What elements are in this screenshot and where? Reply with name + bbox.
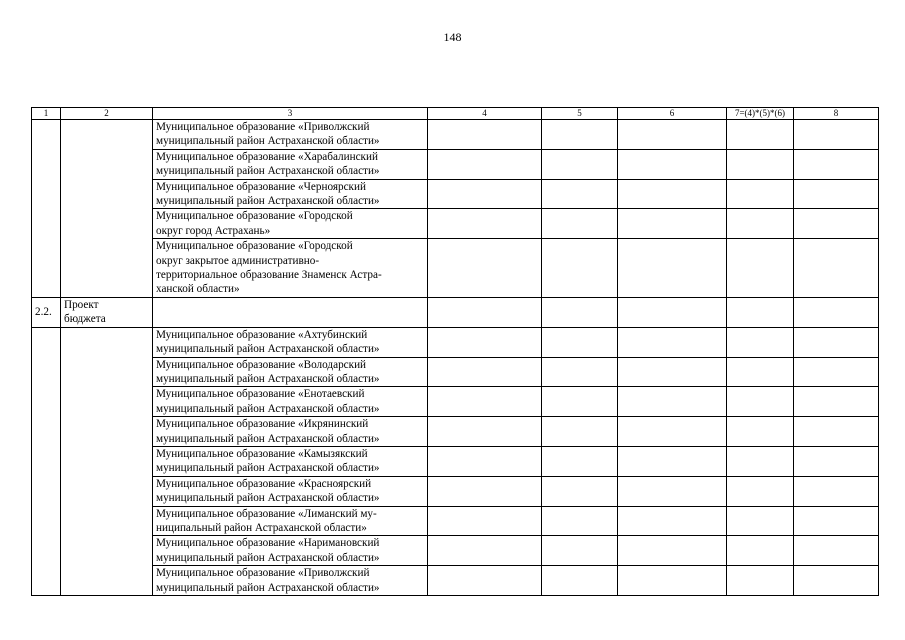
column-header: 2 (61, 108, 153, 120)
empty-cell (428, 327, 542, 357)
empty-cell (542, 357, 618, 387)
empty-cell (542, 566, 618, 596)
empty-cell (428, 120, 542, 150)
empty-cell (32, 327, 61, 595)
table-row (32, 209, 879, 239)
municipality-cell (153, 120, 428, 150)
column-header: 3 (153, 108, 428, 120)
empty-cell (618, 417, 727, 447)
text-line: округ город Астрахань» (156, 224, 271, 237)
table-row (32, 327, 879, 357)
empty-cell (618, 446, 727, 476)
empty-cell (727, 446, 794, 476)
text-line: ниципальный район Астраханской области» (156, 521, 367, 534)
empty-cell (618, 506, 727, 536)
text-line: Муниципальное образование «Красноярский (156, 477, 372, 490)
table-row (32, 179, 879, 209)
empty-cell (153, 297, 428, 327)
empty-cell (794, 387, 879, 417)
text-line: округ закрытое административно- (156, 254, 320, 267)
text-line: Муниципальное образование «Лиманский му- (156, 507, 377, 520)
empty-cell (794, 239, 879, 298)
text-line: территориальное образование Знаменск Астра- (156, 269, 382, 282)
municipality-cell (153, 476, 428, 506)
municipality-cell (153, 446, 428, 476)
text-line: Муниципальное образование «Городской (156, 210, 353, 223)
text-line: Муниципальное образование «Приволжский (156, 121, 370, 133)
text-line: Муниципальное образование «Камызякский (156, 447, 368, 460)
municipality-cell (153, 149, 428, 179)
empty-cell (794, 506, 879, 536)
empty-cell (428, 566, 542, 596)
empty-cell (727, 149, 794, 179)
text-line: Муниципальное образование «Икрянинский (156, 418, 369, 431)
table-row (32, 536, 879, 566)
municipality-cell (153, 387, 428, 417)
text-line: Муниципальное образование «Ахтубинский (156, 328, 368, 341)
empty-cell (32, 120, 61, 298)
empty-cell (542, 149, 618, 179)
text-line: Муниципальное образование «Черноярский (156, 180, 366, 193)
table-row (32, 446, 879, 476)
text-line: муниципальный район Астраханской области» (156, 402, 380, 415)
empty-cell (727, 566, 794, 596)
empty-cell (428, 476, 542, 506)
empty-cell (794, 149, 879, 179)
empty-cell (542, 120, 618, 150)
empty-cell (794, 179, 879, 209)
empty-cell (542, 387, 618, 417)
empty-cell (727, 179, 794, 209)
text-line: муниципальный район Астраханской области» (156, 432, 380, 445)
empty-cell (727, 506, 794, 536)
text-line: муниципальный район Астраханской области» (156, 581, 380, 594)
table-row (32, 566, 879, 596)
empty-cell (618, 179, 727, 209)
text-line: муниципальный район Астраханской области» (156, 551, 380, 564)
text-line: ханской области» (156, 283, 240, 296)
empty-cell (618, 327, 727, 357)
empty-cell (794, 476, 879, 506)
text-line: Муниципальное образование «Харабалинский (156, 150, 378, 163)
empty-cell (727, 297, 794, 327)
budget-table (31, 107, 879, 596)
section-number: 2.2. (32, 297, 61, 327)
page-number: 148 (443, 30, 462, 44)
empty-cell (542, 209, 618, 239)
table-row (32, 239, 879, 298)
empty-cell (542, 179, 618, 209)
empty-cell (542, 536, 618, 566)
municipality-cell (153, 536, 428, 566)
municipality-cell (153, 179, 428, 209)
empty-cell (618, 149, 727, 179)
empty-cell (794, 357, 879, 387)
text-line: муниципальный район Астраханской области» (156, 135, 380, 148)
empty-cell (542, 506, 618, 536)
table-row (32, 506, 879, 536)
column-header: 1 (32, 108, 61, 120)
empty-cell (428, 149, 542, 179)
column-header-row (32, 108, 879, 120)
empty-cell (618, 209, 727, 239)
empty-cell (727, 120, 794, 150)
table-row (32, 387, 879, 417)
text-line: муниципальный район Астраханской области» (156, 195, 380, 208)
section-name (61, 297, 153, 327)
empty-cell (727, 476, 794, 506)
text-line: муниципальный район Астраханской области» (156, 165, 380, 178)
text-line: муниципальный район Астраханской области» (156, 462, 380, 475)
empty-cell (618, 387, 727, 417)
empty-cell (727, 417, 794, 447)
empty-cell (428, 239, 542, 298)
empty-cell (794, 446, 879, 476)
empty-cell (727, 327, 794, 357)
empty-cell (618, 120, 727, 150)
text-line: Муниципальное образование «Наримановский (156, 537, 380, 550)
table-row (32, 120, 879, 150)
empty-cell (618, 297, 727, 327)
municipality-cell (153, 566, 428, 596)
empty-cell (428, 417, 542, 447)
empty-cell (618, 357, 727, 387)
empty-cell (618, 536, 727, 566)
text-line: Муниципальное образование «Енотаевский (156, 388, 365, 401)
empty-cell (794, 536, 879, 566)
empty-cell (794, 327, 879, 357)
empty-cell (428, 387, 542, 417)
empty-cell (428, 179, 542, 209)
empty-cell (618, 566, 727, 596)
text-line: Муниципальное образование «Приволжский (156, 567, 370, 580)
municipality-cell (153, 327, 428, 357)
municipality-cell (153, 209, 428, 239)
empty-cell (794, 417, 879, 447)
text-line: муниципальный район Астраханской области» (156, 343, 380, 356)
empty-cell (542, 327, 618, 357)
empty-cell (727, 387, 794, 417)
empty-cell (794, 120, 879, 150)
table-row (32, 357, 879, 387)
empty-cell (618, 239, 727, 298)
municipality-cell (153, 506, 428, 536)
empty-cell (794, 297, 879, 327)
empty-cell (428, 297, 542, 327)
empty-cell (542, 446, 618, 476)
municipality-cell (153, 417, 428, 447)
table-row (32, 149, 879, 179)
text-line: муниципальный район Астраханской области» (156, 372, 380, 385)
empty-cell (61, 327, 153, 595)
column-header: 6 (618, 108, 727, 120)
empty-cell (542, 297, 618, 327)
empty-cell (61, 120, 153, 298)
text-line: Проект (64, 298, 99, 311)
empty-cell (542, 417, 618, 447)
text-line: Муниципальное образование «Володарский (156, 358, 367, 371)
empty-cell (428, 506, 542, 536)
empty-cell (727, 357, 794, 387)
empty-cell (794, 566, 879, 596)
empty-cell (727, 536, 794, 566)
municipality-cell (153, 239, 428, 298)
table-row (32, 417, 879, 447)
column-header: 8 (794, 108, 879, 120)
empty-cell (542, 239, 618, 298)
empty-cell (428, 536, 542, 566)
empty-cell (727, 209, 794, 239)
empty-cell (428, 209, 542, 239)
empty-cell (542, 476, 618, 506)
empty-cell (428, 357, 542, 387)
column-header: 5 (542, 108, 618, 120)
text-line: Муниципальное образование «Городской (156, 240, 353, 253)
table-row (32, 476, 879, 506)
municipality-cell (153, 357, 428, 387)
column-header: 4 (428, 108, 542, 120)
text-line: муниципальный район Астраханской области» (156, 492, 380, 505)
column-header: 7=(4)*(5)*(6) (727, 108, 794, 120)
empty-cell (428, 446, 542, 476)
text-line: бюджета (64, 313, 106, 326)
empty-cell (794, 209, 879, 239)
empty-cell (727, 239, 794, 298)
empty-cell (618, 476, 727, 506)
section-row (32, 297, 879, 327)
